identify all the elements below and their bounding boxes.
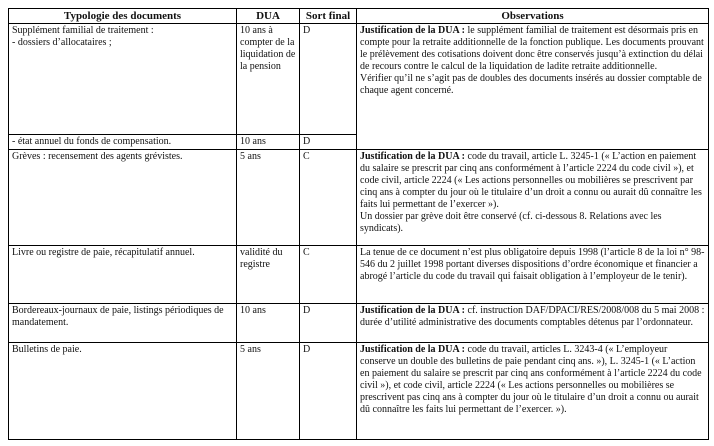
typologie-line: Supplément familial de traitement : (12, 25, 154, 36)
observation-paragraph (360, 151, 705, 211)
observation-lead: Justification de la DUA : (360, 25, 465, 36)
observations-cell (357, 150, 709, 246)
table-row (9, 343, 709, 440)
sort-final-cell: D (300, 135, 357, 150)
typologie-cell: Bulletins de paie. (9, 343, 237, 440)
observation-text: cf. instruction DAF/DPACI/RES/2008/008 du 5 mai 2008 : durée d’utilité administrative des documents comptables détenus par l’ordonnateur. (360, 305, 705, 328)
sort-final-cell: D (300, 24, 357, 135)
header-observations: Observations (357, 9, 709, 24)
observation-lead: Justification de la DUA : (360, 151, 465, 162)
observations-cell (357, 343, 709, 440)
sort-final-cell: C (300, 150, 357, 246)
typologie-cell: - état annuel du fonds de compensation. (9, 135, 237, 150)
observation-text: le supplément familial de traitement est désormais pris en compte pour la retraite additionnelle de la fonction publique. Les documents prouvant le prélèvement des cotisations doivent donc être conservés jusqu’à extinction du délai de recours contre le calcul de la liquidation de ladite retraite additionnelle. (360, 25, 704, 72)
retention-schedule-table (8, 8, 709, 440)
table-row (9, 150, 709, 246)
typologie-cell: Bordereaux-journaux de paie, listings périodiques de mandatement. (9, 304, 237, 343)
typologie-cell: Grèves : recensement des agents grévistes. (9, 150, 237, 246)
dua-cell: validité du registre (237, 246, 300, 304)
observations-cell (357, 246, 709, 304)
observation-paragraph (360, 25, 705, 73)
dua-cell: 5 ans (237, 150, 300, 246)
header-sort-final: Sort final (300, 9, 357, 24)
observation-lead: Justification de la DUA : (360, 344, 465, 355)
observation-paragraph: Vérifier qu’il ne s’agit pas de doubles des documents insérés au dossier comptable de chaque agent concerné. (360, 73, 702, 96)
sort-final-cell: C (300, 246, 357, 304)
dua-cell: 5 ans (237, 343, 300, 440)
observations-cell (357, 24, 709, 150)
table-row (9, 24, 709, 135)
dua-cell: 10 ans (237, 135, 300, 150)
observation-text: code du travail, articles L. 3243-4 (« L’employeur conserve un double des bulletins de paie pendant cinq ans. »), L. 3245-1 (« L’action en paiement du salaire se prescrit par cinq ans conformément à l’article 2224 du code civil »), et code civil, article 2224 (« Les actions personnelles ou mobilières se prescrivent pas cinq ans à compter du jour où le titulaire d’un droit a connu ou aurait dû connaître les faits lui permettant de l’exercer. »). (360, 344, 702, 415)
typologie-cell (9, 24, 237, 135)
table-row (9, 246, 709, 304)
typologie-line: - dossiers d’allocataires ; (12, 37, 112, 48)
observations-cell (357, 304, 709, 343)
header-typologie: Typologie des documents (9, 9, 237, 24)
observation-paragraph: Un dossier par grève doit être conservé (cf. ci-dessous 8. Relations avec les syndicats). (360, 211, 662, 234)
observation-text: code du travail, article L. 3245-1 (« L’action en paiement du salaire se prescrit par cinq ans conformément à l’article 2224 du code civil »), et code civil, article 2224 (« Les actions personnelles ou mobilières se prescrivent par cinq ans à compter du jour où le titulaire d’un droit a connu ou aurait dû connaître les faits lui permettant de l’exercer »). (360, 151, 702, 210)
observation-paragraph (360, 305, 705, 329)
observation-lead: Justification de la DUA : (360, 305, 465, 316)
sort-final-cell: D (300, 304, 357, 343)
header-dua: DUA (237, 9, 300, 24)
dua-cell: 10 ans à compter de la liquidation de la pension (237, 24, 300, 135)
dua-cell: 10 ans (237, 304, 300, 343)
observation-paragraph: La tenue de ce document n’est plus obligatoire depuis 1998 (l’article 8 de la loi n° 98-546 du 2 juillet 1998 portant diverses dispositions d’ordre économique et financier a abrogé l’article du code du travail qui faisait obligation à l’employeur de le tenir). (360, 247, 705, 282)
sort-final-cell: D (300, 343, 357, 440)
typologie-cell: Livre ou registre de paie, récapitulatif annuel. (9, 246, 237, 304)
table-row (9, 304, 709, 343)
observation-paragraph (360, 344, 705, 416)
table-header-row (9, 9, 709, 24)
